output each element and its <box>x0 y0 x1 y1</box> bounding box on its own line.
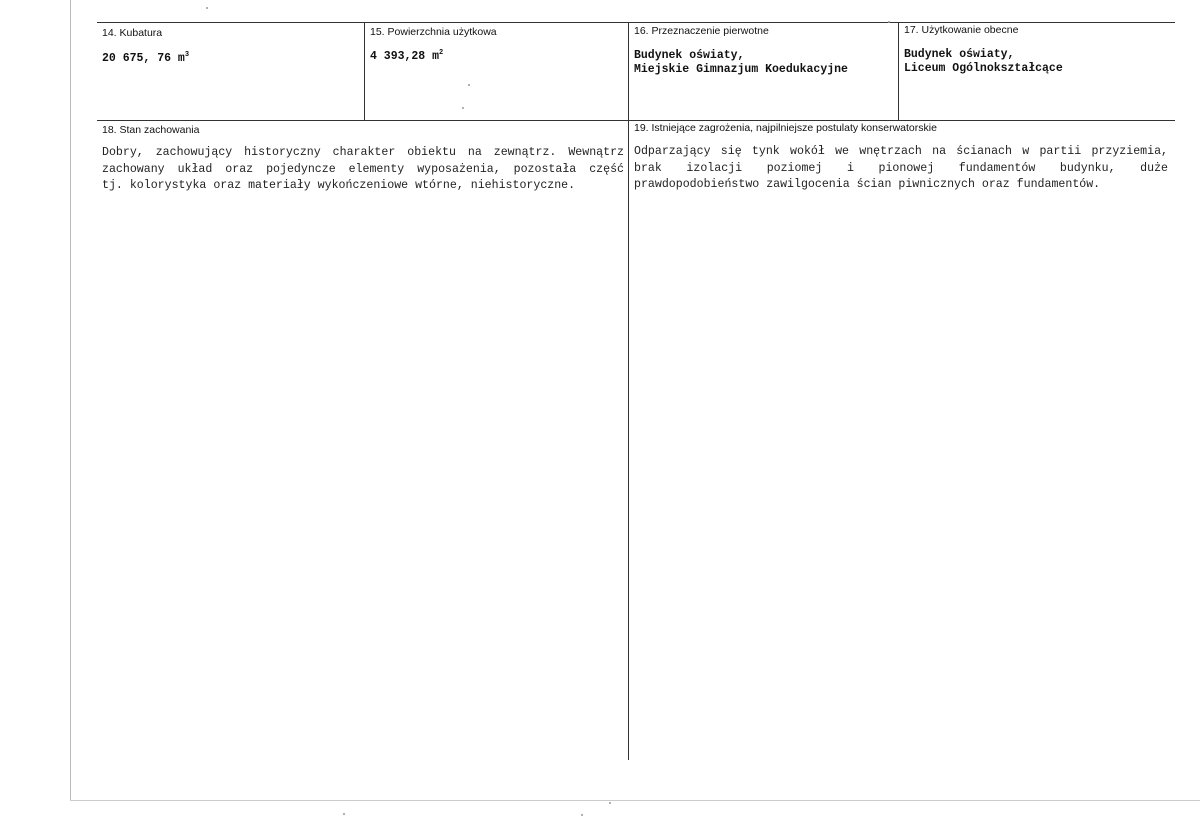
table-top-border <box>97 22 1175 23</box>
scan-bottom-edge <box>70 800 1200 801</box>
scan-speck <box>888 21 890 23</box>
scan-speck <box>343 813 345 815</box>
powierzchnia-value <box>370 50 443 64</box>
kubatura-number: 20 675, 76 m <box>102 52 185 65</box>
uzytkowanie-line: Budynek oświaty, <box>904 48 1015 61</box>
zagrozenia-line: brak izolacji poziomej i pionowej fundamentów budynku, duże <box>634 161 1168 175</box>
kubatura-unit-exponent: 3 <box>184 51 190 60</box>
przeznaczenie-line: Budynek oświaty, <box>634 49 745 62</box>
kubatura-label: 14. Kubatura <box>102 27 163 39</box>
zagrozenia-text <box>634 144 1168 194</box>
stan-label: 18. Stan zachowania <box>102 124 200 136</box>
przeznaczenie-label: 16. Przeznaczenie pierwotne <box>634 25 769 37</box>
scan-speck <box>581 814 583 816</box>
column-divider-3 <box>898 22 899 120</box>
zagrozenia-line: Odparzający się tynk wokół we wnętrzach na ścianach w partii przyziemia, <box>634 145 1168 158</box>
przeznaczenie-value <box>634 49 848 77</box>
stan-line: tj. kolorystyka oraz materiały wykończeniowe wtórne, niehistoryczne. <box>102 179 576 192</box>
stan-line: zachowany układ oraz pojedyncze elementy wyposażenia, pozostała część <box>102 162 624 176</box>
zagrozenia-line: prawdopodobieństwo zawilgocenia ścian piwnicznych oraz fundamentów. <box>634 178 1101 191</box>
column-divider-2 <box>628 22 629 760</box>
stan-line: Dobry, zachowujący historyczny charakter obiektu na zewnątrz. Wewnątrz <box>102 146 624 159</box>
stan-text <box>102 145 624 195</box>
scan-speck <box>609 802 611 804</box>
przeznaczenie-line: Miejskie Gimnazjum Koedukacyjne <box>634 63 848 76</box>
scan-left-edge <box>70 0 71 800</box>
powierzchnia-unit-exponent: 2 <box>439 49 444 58</box>
zagrozenia-label: 19. Istniejące zagrożenia, najpilniejsze postulaty konserwatorskie <box>634 122 937 134</box>
column-divider-1 <box>364 22 365 120</box>
kubatura-value <box>102 52 189 66</box>
scan-speck <box>462 107 464 109</box>
powierzchnia-number: 4 393,28 m <box>370 50 440 63</box>
uzytkowanie-label: 17. Użytkowanie obecne <box>904 24 1019 36</box>
powierzchnia-label: 15. Powierzchnia użytkowa <box>370 26 497 38</box>
uzytkowanie-value <box>904 48 1063 76</box>
row-divider <box>97 120 1175 121</box>
uzytkowanie-line: Liceum Ogólnokształcące <box>904 62 1063 75</box>
scan-speck <box>468 84 470 86</box>
scan-speck <box>206 7 208 9</box>
